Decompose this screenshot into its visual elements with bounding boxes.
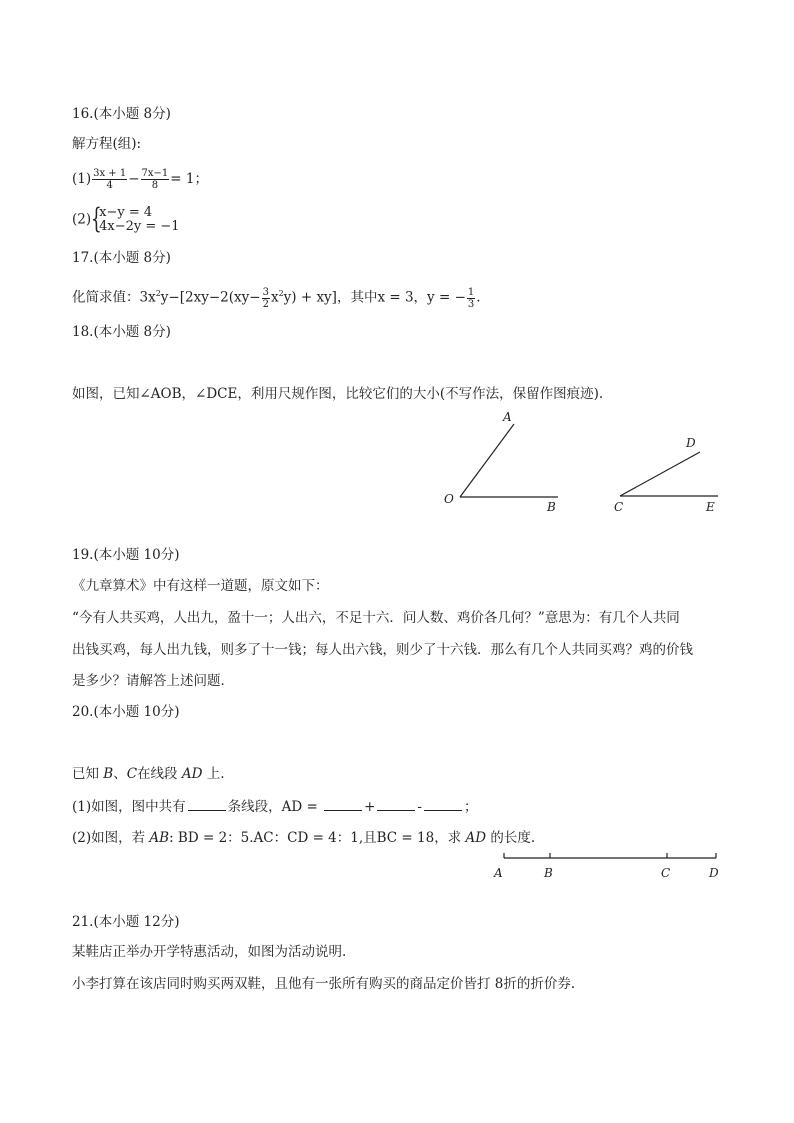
- q16-equation-2: 4x−2y = −1: [99, 219, 180, 234]
- q16-fraction-1-numerator: 3x + 1: [93, 168, 127, 179]
- q16-part1-prefix: (1): [72, 171, 92, 187]
- q17-mid3: y) + xy]，其中x = 3，y = −: [283, 289, 466, 306]
- q20-given-c: C: [126, 766, 138, 782]
- label-d: D: [686, 436, 696, 450]
- q20-given-b: B: [103, 766, 114, 782]
- q17-fraction-numerator: 3: [262, 286, 269, 298]
- q19-header: 19.(本小题 10分): [72, 547, 180, 563]
- label-seg-b: B: [544, 866, 553, 880]
- q21-line2: 小李打算在该店同时购买两双鞋，且他有一张所有购买的商品定价皆打 8折的折价券.: [72, 976, 576, 992]
- q17-header: 17.(本小题 8分): [72, 250, 171, 266]
- q17-y-fraction-denominator: 3: [467, 298, 475, 310]
- q20-header: 20.(本小题 10分): [72, 704, 180, 720]
- q16-part2-prefix: (2): [72, 211, 92, 228]
- q20-part1: [72, 796, 477, 817]
- q16-minus: −: [128, 171, 140, 187]
- q20-part2-end: 的长度.: [486, 830, 536, 846]
- ray-oa: [460, 424, 514, 497]
- q19-line2: “今有人共买鸡，人出九，盈十一；人出六，不足十六．问人数、鸡价各几何？”意思为：有几个人共同: [72, 610, 680, 626]
- q18-text: 如图，已知∠AOB，∠DCE，利用尺规作图，比较它们的大小(不写作法，保留作图痕迹).: [72, 386, 604, 402]
- q21-line1: 某鞋店正举办开学特惠活动，如图为活动说明.: [72, 944, 347, 960]
- q20-given-end: 上.: [202, 766, 225, 782]
- label-e: E: [706, 500, 715, 514]
- q20-given-sep: 、: [113, 766, 127, 782]
- q20-blank-2[interactable]: [324, 796, 362, 811]
- q20-part2-ad: AD: [465, 830, 487, 846]
- label-seg-a: A: [494, 866, 503, 880]
- q19-line4: 是多少？请解答上述问题．: [72, 673, 234, 689]
- q16-fraction-2-denominator: 8: [151, 180, 159, 191]
- q17-fraction-denominator: 2: [262, 298, 269, 310]
- ray-cd: [620, 452, 700, 496]
- q20-blank-3[interactable]: [377, 796, 415, 811]
- q16-instruction: 解方程(组):: [72, 136, 142, 152]
- label-b: B: [547, 500, 556, 514]
- q20-part1-pre: (1)如图，图中共有: [72, 799, 186, 815]
- q16-equation-1: x−y = 4: [99, 205, 153, 220]
- q20-part2-mid: : BD = 2：5.AC：CD = 4：1,且BC = 18，求: [169, 830, 466, 846]
- q16-header: 16.(本小题 8分): [72, 106, 171, 122]
- q21-header: 21.(本小题 12分): [72, 914, 180, 930]
- q19-line1: 《九章算术》中有这样一道题，原文如下：: [72, 578, 329, 594]
- q20-part2-ab: AB: [149, 830, 170, 846]
- q20-given-mid: 在线段: [137, 766, 182, 782]
- q17-sup2: 2: [278, 289, 284, 298]
- q16-fraction-1-denominator: 4: [106, 180, 113, 191]
- q20-given-pre: 已知: [72, 766, 104, 782]
- q16-part1-tail: = 1；: [170, 171, 208, 187]
- left-brace-icon: {: [91, 202, 102, 235]
- q20-given: [72, 764, 225, 784]
- q20-minus: -: [417, 799, 422, 815]
- label-seg-c: C: [661, 866, 671, 880]
- q20-part1-end: ；: [463, 799, 478, 815]
- q20-blank-4[interactable]: [424, 796, 462, 811]
- label-c: C: [614, 500, 624, 514]
- label-o: O: [444, 492, 454, 506]
- q20-blank-1[interactable]: [188, 796, 226, 811]
- q20-part2: [72, 828, 535, 848]
- q17-y-fraction-numerator: 1: [467, 286, 475, 298]
- q20-given-ad: AD: [181, 766, 203, 782]
- q17-mid1: y−[2xy−2(xy−: [160, 289, 261, 306]
- q20-part1-mid: 条线段，AD =: [227, 799, 323, 815]
- q18-header: 18.(本小题 8分): [72, 324, 171, 340]
- q17-end: .: [476, 289, 481, 306]
- label-a: A: [503, 410, 512, 424]
- q20-part2-pre: (2)如图，若: [72, 830, 150, 846]
- q19-line3: 出钱买鸡，每人出九钱，则多了十一钱；每人出六钱，则少了十六钱．那么有几个人共同买鸡？鸡的价钱: [72, 642, 693, 658]
- q17-mid2: x: [270, 289, 279, 306]
- q17-sup1: 2: [155, 289, 161, 298]
- q17-pre: 化简求值：3x: [72, 289, 156, 306]
- q16-fraction-2-numerator: 7x−1: [141, 168, 169, 179]
- label-seg-d: D: [709, 866, 719, 880]
- q20-plus: +: [364, 799, 376, 815]
